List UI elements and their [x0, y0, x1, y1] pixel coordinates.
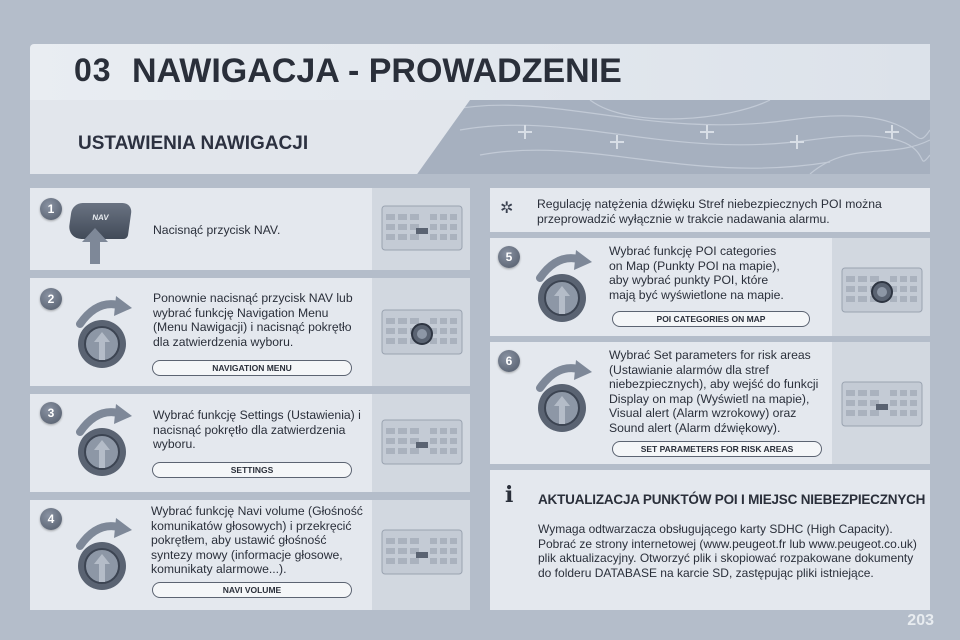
step-text: Wybrać funkcję Settings (Ustawienia) i nacisnąć pokrętło dla zatwierdzenia wyboru.: [153, 408, 361, 452]
radio-unit-image: [380, 414, 464, 468]
menu-label-pill: SETTINGS: [152, 462, 352, 478]
step-number: 4: [40, 508, 62, 530]
menu-label-pill: POI CATEGORIES ON MAP: [612, 311, 810, 327]
step-text: Wybrać funkcję Navi volume (Głośność komunikatów głosowych) i przekręcić pokrętłem, aby ustawić głośność syntezy mowy (informacje głosowe, komunikaty alarmowe...).: [151, 504, 363, 577]
menu-label-pill: NAVIGATION MENU: [152, 360, 352, 376]
rotary-knob-icon: [70, 516, 140, 596]
rotary-knob-icon: [530, 358, 600, 438]
step-number: 1: [40, 198, 62, 220]
update-text: Wymaga odtwarzacza obsługującego karty SDHC (High Capacity). Pobrać ze strony internetowej (www.peugeot.fr lub www.peugeot.co.uk) plik aktualizacyjny. Otworzyć plik i skopiować rozpakowane dokumenty do folderu DATABASE na karcie SD, zastępując pliki istniejące.: [538, 522, 917, 580]
tip-text: Regulację natężenia dźwięku Stref niebezpiecznych POI można przeprowadzić wyłącznie w trakcie nadawania alarmu.: [537, 197, 882, 226]
update-title: AKTUALIZACJA PUNKTÓW POI I MIEJSC NIEBEZPIECZNYCH: [538, 492, 926, 507]
sun-icon: ✲: [500, 200, 514, 217]
rotary-knob-icon: [70, 402, 140, 482]
step-text: Nacisnąć przycisk NAV.: [153, 223, 281, 237]
step-number: 5: [498, 246, 520, 268]
step-text: Ponownie nacisnąć przycisk NAV lub wybrać funkcję Navigation Menu (Menu Nawigacji) i nacisnąć pokrętło dla zatwierdzenia wyboru.: [153, 291, 353, 349]
step-text: Wybrać Set parameters for risk areas (Ustawianie alarmów dla stref niebezpiecznych), aby wejść do funkcji Display on map (Wyświetl na mapie), Visual alert (Alarm wzrokowy) oraz Sound alert (Alarm dźwiękowy).: [609, 348, 819, 435]
press-arrow-icon: [82, 228, 108, 264]
menu-label-pill: SET PARAMETERS FOR RISK AREAS: [612, 441, 822, 457]
step-number: 3: [40, 402, 62, 424]
rotary-knob-icon: [530, 248, 600, 328]
radio-unit-image: [380, 524, 464, 578]
rotary-knob-icon: [70, 294, 140, 374]
page-number: 203: [907, 612, 934, 629]
menu-label-pill: NAVI VOLUME: [152, 582, 352, 598]
step-number: 6: [498, 350, 520, 372]
info-icon: i: [505, 482, 514, 508]
step-text: Wybrać funkcję POI categories on Map (Punkty POI na mapie), aby wybrać punkty POI, które mają być wyświetlone na mapie.: [609, 244, 784, 302]
radio-unit-image: [380, 304, 464, 358]
radio-unit-image: [380, 200, 464, 254]
section-title: USTAWIENIA NAWIGACJI: [78, 133, 309, 154]
radio-unit-image: [840, 262, 924, 316]
radio-unit-image: [840, 376, 924, 430]
nav-button-icon: NAV: [67, 203, 132, 239]
page-title: NAWIGACJA - PROWADZENIE: [132, 52, 622, 90]
chapter-number: 03: [74, 52, 112, 88]
step-number: 2: [40, 288, 62, 310]
